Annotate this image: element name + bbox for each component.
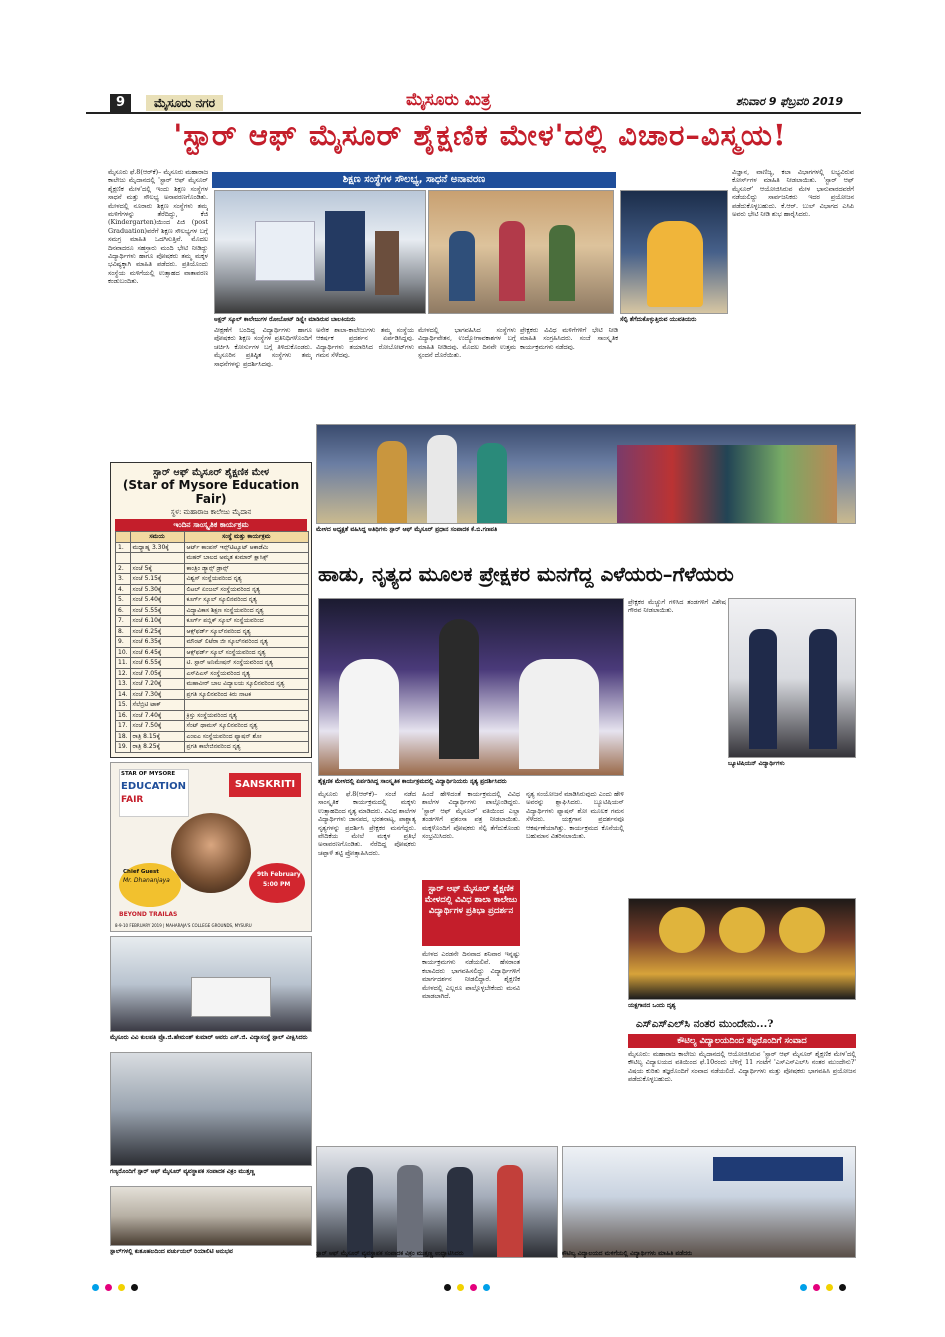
- robot-display-photo: [214, 190, 426, 314]
- registration-dots-center: [444, 1284, 490, 1291]
- program-cell-n: 4.: [116, 584, 131, 595]
- poster-footer: 8-9-10 FEBRUARY 2019 | MAHARAJA'S COLLEGE GROUNDS, MYSURU: [115, 923, 252, 928]
- program-band: ಇಂದಿನ ಸಾಂಸ್ಕೃತಿಕ ಕಾರ್ಯಕ್ರಮ: [115, 519, 307, 531]
- yakshagana-photo: [628, 898, 856, 1000]
- dance-article-col3: ಮೇಳದ ಎರಡನೇ ದಿನವಾದ ಶನಿವಾರ ಇನ್ನಷ್ಟು ಕಾರ್ಯಕ್ರಮಗಳು ನಡೆಯಲಿವೆ. ಹೆಸರಾಂತ ಕಲಾವಿದರು ಭಾಗವಹಿಸಲಿದ್ದು ವಿದ್ಯಾರ್ಥಿಗಳಿಗೆ ಮಾರ್ಗದರ್ಶನ ನೀಡಲಿದ್ದಾರೆ. ಶೈಕ್ಷಣಿಕ ಮೇಳದಲ್ಲಿ ಎಲ್ಲರೂ ಪಾಲ್ಗೊಳ್ಳಬೇಕೆಂದು ಮನವಿ ಮಾಡಲಾಗಿದೆ.: [422, 950, 520, 1001]
- registration-dots-left: [92, 1284, 138, 1291]
- program-cell-event: ಮಹಾವೀರ್ ಬಾಲ ವಿದ್ಯಾಲಯ ಸ್ಕೂಲಿನವರಿಂದ ನೃತ್ಯ: [184, 679, 308, 690]
- program-cell-n: 3.: [116, 574, 131, 585]
- program-cell-event: [184, 700, 308, 711]
- poster-time: 5:00 PM: [263, 881, 291, 888]
- caption-yakshagana: ಯಕ್ಷಗಾನದ ಒಂದು ದೃಶ್ಯ: [628, 1002, 676, 1009]
- caption-stage: ಮೇಳದ ಅಧ್ಯಕ್ಷತೆ ವಹಿಸಿದ್ದ ಅತಿಥಿಗಳು ಸ್ಟಾರ್ ಆಫ್ ಮೈಸೂರ್ ಪ್ರಧಾನ ಸಂಪಾದಕ ಕೆ.ಬಿ.ಗಣಪತಿ: [316, 526, 498, 533]
- program-row: [116, 710, 309, 721]
- program-cell-n: 6.: [116, 605, 131, 616]
- program-cell-time: ಸಂಜೆ 5ಕ್ಕೆ: [130, 563, 184, 574]
- program-cell-time: ಸಂಜೆ 6.35ಕ್ಕೆ: [130, 637, 184, 648]
- program-cell-event: ಎಂಐಎ ಸಂಸ್ಥೆಯವರಿಂದ ಫ್ಯಾಷನ್ ಶೋ: [184, 731, 308, 742]
- program-cell-time: ಸಂಜೆ 6.10ಕ್ಕೆ: [130, 616, 184, 627]
- stall-photo: [562, 1146, 856, 1258]
- program-cell-n: 13.: [116, 679, 131, 690]
- article-column-4: ಮೇಳದಲ್ಲಿ ಭಾಗವಹಿಸಿದ ಸಂಸ್ಥೆಗಳು ವಿದ್ಯಾರ್ಥಿವೇತನ, ಉದ್ಯೋಗಾವಕಾಶಗಳ ಬಗ್ಗೆ ಮಾಹಿತಿ ನೀಡಿದವು. ಮೊದಲ ದಿನವೇ ಉತ್ತಮ ಸ್ಪಂದನೆ ದೊರೆಯಿತು.: [418, 326, 516, 360]
- program-row: [116, 721, 309, 732]
- program-cell-n: 14.: [116, 689, 131, 700]
- dance-article-col1: ಮೈಸೂರು ಫೆ.8(ಆರ್‌ಕೆ)– ಸಂಜೆ ನಡೆದ ಸಾಂಸ್ಕೃತಿಕ ಕಾರ್ಯಕ್ರಮದಲ್ಲಿ ಮಕ್ಕಳು ಉತ್ಸಾಹದಿಂದ ನೃತ್ಯ ಮಾಡಿದರು. ವಿವಿಧ ಶಾಲೆಗಳ ವಿದ್ಯಾರ್ಥಿಗಳು ಜಾನಪದ, ಭರತನಾಟ್ಯ, ಪಾಶ್ಚಾತ್ಯ ನೃತ್ಯಗಳನ್ನು ಪ್ರದರ್ಶಿಸಿ ಪ್ರೇಕ್ಷಕರ ಮನಗೆದ್ದರು. ವೇದಿಕೆಯ ಮೇಲೆ ಮಕ್ಕಳ ಪ್ರತಿಭೆ ಅನಾವರಣಗೊಂಡಿತು. ನೆರೆದಿದ್ದ ಪೋಷಕರು ಚಪ್ಪಾಳೆ ತಟ್ಟಿ ಪ್ರೋತ್ಸಾಹಿಸಿದರು.: [318, 790, 416, 857]
- program-cell-event: ಪ್ರಗತಿ ಕಾಲೇಜಿನವರಿಂದ ನೃತ್ಯ: [184, 742, 308, 753]
- program-row: [116, 637, 309, 648]
- caption-lamp: ಸ್ಟಾರ್ ಆಫ್ ಮೈಸೂರ್ ವ್ಯವಸ್ಥಾಪಕ ಸಂಪಾದಕ ವಿಕ್ರಂ ಮುತ್ತಣ್ಣ ಉದ್ಘಾಟಿಸಿದರು: [316, 1250, 464, 1257]
- caption-dance: ಶೈಕ್ಷಣಿಕ ಮೇಳದಲ್ಲಿ ಏರ್ಪಡಿಸಿದ್ದ ಸಾಂಸ್ಕೃತಿಕ ಕಾರ್ಯಕ್ರಮದಲ್ಲಿ ವಿದ್ಯಾರ್ಥಿನಿಯರು ನೃತ್ಯ ಪ್ರದರ್ಶಿಸಿದರು: [318, 778, 507, 785]
- program-cell-time: ಸಂಜೆ 7.40ಕ್ಕೆ: [130, 710, 184, 721]
- program-cell-time: ಸಂಜೆ 7.05ಕ್ಕೆ: [130, 668, 184, 679]
- sslc-headline: ಎಸ್‌ಎಸ್‌ಎಲ್‌ಸಿ ನಂತರ ಮುಂದೇನು...?: [636, 1018, 774, 1030]
- program-cell-n: 8.: [116, 626, 131, 637]
- registration-dots-right: [800, 1284, 846, 1291]
- program-cell-event: ಕ್ರಿಸ್ತು ಸಂಸ್ಥೆಯವರಿಂದ ನೃತ್ಯ: [184, 710, 308, 721]
- program-cell-time: ರಾತ್ರಿ 8.25ಕ್ಕೆ: [130, 742, 184, 753]
- program-cell-n: 7.: [116, 616, 131, 627]
- program-row: [116, 605, 309, 616]
- poster-logo-big: EDUCATION: [121, 781, 186, 792]
- program-row: [116, 679, 309, 690]
- mascot-selfie-photo: [620, 190, 728, 314]
- article-column-3: ಅನೇಕ ಶಾಲಾ-ಕಾಲೇಜುಗಳು ತಮ್ಮ ಸಂಸ್ಥೆಯ ಆಕರ್ಷಕ ಪ್ರದರ್ಶನ ಏರ್ಪಡಿಸಿದ್ದವು. ವಿದ್ಯಾರ್ಥಿಗಳು ತಯಾರಿಸಿದ ರೋಬೋಟ್‌ಗಳು ಗಮನ ಸೆಳೆದವು.: [316, 326, 414, 360]
- program-cell-n: 15.: [116, 700, 131, 711]
- newspaper-page: [86, 84, 861, 1262]
- program-cell-event: ಸೆಂಟ್ ಥಾಮಸ್ ಸ್ಕೂಲಿನವರಿಂದ ನೃತ್ಯ: [184, 721, 308, 732]
- program-cell-time: ಸೆಲೆಬ್ರಿಟಿ ಟಾಕ್: [130, 700, 184, 711]
- program-cell-n: 5.: [116, 595, 131, 606]
- caption-cabin: ಬ್ಯೂಟಿಷಿಯನ್ ವಿದ್ಯಾರ್ಥಿಗಳು: [728, 760, 785, 767]
- program-cell-time: ಸಂಜೆ 7.50ಕ್ಕೆ: [130, 721, 184, 732]
- photo-band-title: ಶಿಕ್ಷಣ ಸಂಸ್ಥೆಗಳ ಸೌಲಭ್ಯ, ಸಾಧನೆ ಅನಾವರಣ: [212, 172, 616, 188]
- program-subtitle: (Star of Mysore Education Fair): [122, 478, 300, 506]
- program-cell-n: 18.: [116, 731, 131, 742]
- article-column-5: ಪ್ರೇಕ್ಷಕರು ವಿವಿಧ ಮಳಿಗೆಗಳಿಗೆ ಭೇಟಿ ನೀಡಿ ಮಾಹಿತಿ ಸಂಗ್ರಹಿಸಿದರು. ಸಂಜೆ ಸಾಂಸ್ಕೃತಿಕ ಕಾರ್ಯಕ್ರಮಗಳು ನಡೆದವು.: [520, 326, 618, 351]
- poster-guest-label: Chief Guest: [123, 869, 159, 875]
- program-cell-n: [116, 553, 131, 564]
- second-headline: ಹಾಡು, ನೃತ್ಯದ ಮೂಲಕ ಪ್ರೇಕ್ಷಕರ ಮನಗೆದ್ದ ಎಳೆಯರು–ಗೆಳೆಯರು: [318, 562, 734, 586]
- program-cell-time: ಸಂಜೆ 6.25ಕ್ಕೆ: [130, 626, 184, 637]
- masthead: ಮೈಸೂರು ಮಿತ್ರ: [406, 90, 491, 110]
- program-cell-event: ಎಸ್‌ಪಿಎಸ್ ಸಂಸ್ಥೆಯವರಿಂದ ನೃತ್ಯ: [184, 668, 308, 679]
- caption-exhibit: ಗಣ್ಯರೊಂದಿಗೆ ಸ್ಟಾರ್ ಆಫ್ ಮೈಸೂರ್ ವ್ಯವಸ್ಥಾಪಕ ಸಂಪಾದಕ ವಿಕ್ರಂ ಮುತ್ತಣ್ಣ: [110, 1168, 255, 1175]
- caption-robot: ಅಕ್ಷರ್ ಸ್ಕೂಲ್ ಕಾಲೇಜುಗಳ ರೋಬೋಟ್ ಡಿಸ್ಪ್ಲೇ ಮಾಡಿರುವ ಬಾಲಕಿಯರು: [214, 316, 356, 323]
- poster-date: 9th February: [257, 871, 301, 878]
- program-cell-time: [130, 553, 184, 564]
- issue-date: ಶನಿವಾರ 9 ಫೆಬ್ರವರಿ 2019: [736, 95, 843, 108]
- program-cell-time: ಸಂಜೆ 5.30ಕ್ಕೆ: [130, 584, 184, 595]
- program-row: [116, 668, 309, 679]
- program-cell-event: ಟಿ. ಸ್ಟಾರ್ ಅನಿಮೇಷನ್ ಸಂಸ್ಥೆಯವರಿಂದ ನೃತ್ಯ: [184, 658, 308, 669]
- page-number: 9: [110, 94, 131, 112]
- students-telescope-photo: [428, 190, 614, 314]
- program-cell-n: 12.: [116, 668, 131, 679]
- program-row: [116, 574, 309, 585]
- program-cell-event: ವಿಶ್ವಸ್ ಸಂಸ್ಥೆಯವರಿಂದ ನೃತ್ಯ: [184, 574, 308, 585]
- caption-model: ಮೈಸೂರು ವಿವಿ ಕುಲಪತಿ ಪ್ರೊ.ಜಿ.ಹೇಮಂತ್ ಕುಮಾರ್ ಅವರು ಎಸ್.ಜಿ. ವಿದ್ಯಾಸಂಸ್ಥೆ ಸ್ಟಾಲ್ ವೀಕ್ಷಿಸಿದರು: [110, 1034, 308, 1041]
- program-row: [116, 700, 309, 711]
- vr-photo: [110, 1186, 312, 1246]
- sslc-subhead: ಕೌಟಿಲ್ಯ ವಿದ್ಯಾಲಯದಿಂದ ತಜ್ಞರೊಂದಿಗೆ ಸಂವಾದ: [628, 1034, 856, 1048]
- poster-logo-fair: FAIR: [121, 795, 144, 805]
- program-row: [116, 542, 309, 553]
- dance-article-col4: ನೃತ್ಯ ಸಂಯೋಜನೆ ಮಾಡಿಸಿರುವುದು ಎಂದು ಹೇಳಿ ಅವರನ್ನು ಶ್ಲಾಘಿಸಿದರು. ಬ್ಯೂಟಿಷಿಯನ್ ವಿದ್ಯಾರ್ಥಿಗಳು ಫ್ಯಾಷನ್ ಶೋ ಮೂಲಕ ಗಮನ ಸೆಳೆದರು. ಯಕ್ಷಗಾನ ಪ್ರದರ್ಶನವೂ ಆಕರ್ಷಣೆಯಾಗಿತ್ತು. ಕಾರ್ಯಕ್ರಮದ ಕೊನೆಯಲ್ಲಿ ಬಹುಮಾನ ವಿತರಿಸಲಾಯಿತು.: [526, 790, 624, 841]
- program-row: [116, 626, 309, 637]
- program-cell-n: 19.: [116, 742, 131, 753]
- col-time-header: ಸಮಯ: [130, 532, 184, 543]
- sslc-article: ಮೈಸೂರು: ಮಹಾರಾಜ ಕಾಲೇಜು ಮೈದಾನದಲ್ಲಿ ಆಯೋಜಿಸಿರುವ 'ಸ್ಟಾರ್ ಆಫ್ ಮೈಸೂರ್ ಶೈಕ್ಷಣಿಕ ಮೇಳ'ದಲ್ಲಿ ಕೌಟಿಲ್ಯ ವಿದ್ಯಾಲಯದ ವತಿಯಿಂದ ಫೆ.10ರಂದು ಬೆಳಿಗ್ಗೆ 11 ಗಂಟೆಗೆ 'ಎಸ್‌ಎಸ್‌ಎಲ್‌ಸಿ ನಂತರ ಮುಂದೇನು?' ವಿಷಯ ಕುರಿತು ತಜ್ಞರೊಂದಿಗೆ ಸಂವಾದ ನಡೆಯಲಿದೆ. ವಿದ್ಯಾರ್ಥಿಗಳು ಮತ್ತು ಪೋಷಕರು ಭಾಗವಹಿಸಿ ಪ್ರಯೋಜನ ಪಡೆದುಕೊಳ್ಳಬಹುದು.: [628, 1050, 856, 1084]
- program-cell-time: ಸಂಜೆ 5.40ಕ್ಕೆ: [130, 595, 184, 606]
- program-cell-n: 17.: [116, 721, 131, 732]
- program-venue: ಸ್ಥಳ: ಮಹಾರಾಜ ಕಾಲೇಜು ಮೈದಾನ: [170, 508, 252, 516]
- event-poster: [110, 762, 312, 932]
- program-row: [116, 616, 309, 627]
- col-event-header: ಸಂಸ್ಥೆ ಮತ್ತು ಕಾರ್ಯಕ್ರಮ: [184, 532, 308, 543]
- dance-article-col5: ಪ್ರೇಕ್ಷಕರ ಮೆಚ್ಚುಗೆ ಗಳಿಸಿದ ತಂಡಗಳಿಗೆ ವಿಶೇಷ ಗೌರವ ನೀಡಲಾಯಿತು.: [628, 598, 726, 615]
- program-title: ಸ್ಟಾರ್ ಆಫ್ ಮೈಸೂರ್ ಶೈಕ್ಷಣಿಕ ಮೇಳ: [152, 467, 270, 478]
- caption-vr: ಸ್ಟಾಲ್‌ಗಳಲ್ಲಿ ಕುತೂಹಲದಿಂದ ವರ್ಚುಯಲ್ ರಿಯಾಲಿಟಿ ಅನುಭವ: [110, 1248, 233, 1255]
- program-row: [116, 584, 309, 595]
- guest-portrait: [171, 813, 251, 893]
- program-cell-time: ಸಂಜೆ 5.15ಕ್ಕೆ: [130, 574, 184, 585]
- mid-subhead: ಸ್ಟಾರ್ ಆಫ್ ಮೈಸೂರ್ ಶೈಕ್ಷಣಿಕ ಮೇಳದಲ್ಲಿ ವಿವಿಧ ಶಾಲಾ ಕಾಲೇಜು ವಿದ್ಯಾರ್ಥಿಗಳ ಪ್ರತಿಭಾ ಪ್ರದರ್ಶನ: [422, 880, 520, 946]
- program-cell-event: ಕಾಂತ್ರಿಂ ಡ್ಯಾನ್ಸ್ ಡ್ರಾನ್ಸ್: [184, 563, 308, 574]
- article-column-1: ಮೈಸೂರು ಫೆ.8(ಆರ್‌ಕೆ)– ಮೈಸೂರು ಮಹಾರಾಜ ಕಾಲೇಜು ಮೈದಾನದಲ್ಲಿ 'ಸ್ಟಾರ್ ಆಫ್ ಮೈಸೂರ್ ಶೈಕ್ಷಣಿಕ ಮೇಳ'ದಲ್ಲಿ ಇಂದು ಶಿಕ್ಷಣ ಸಂಸ್ಥೆಗಳ ಸಾಧನೆ ಮತ್ತು ಸೌಲಭ್ಯ ಅನಾವರಣಗೊಂಡಿತು. ಮೇಳದಲ್ಲಿ ನೂರಾರು ಶಿಕ್ಷಣ ಸಂಸ್ಥೆಗಳು ತಮ್ಮ ಮಳಿಗೆಗಳನ್ನು ತೆರೆದಿದ್ದು, ಕೆಜಿ (Kindergarten)ಯಿಂದ ಪಿಜಿ (post Graduation)ವರೆಗೆ ಶಿಕ್ಷಣ ಸೌಲಭ್ಯಗಳ ಬಗ್ಗೆ ಸಮಗ್ರ ಮಾಹಿತಿ ಒದಗಿಸುತ್ತಿವೆ. ಮೊದಲ ದಿನವಾದರೂ ಸಹಸ್ರಾರು ಮಂದಿ ಭೇಟಿ ನೀಡಿದ್ದು ವಿದ್ಯಾರ್ಥಿಗಳು ಹಾಗೂ ಪೋಷಕರು ತಮ್ಮ ಮಕ್ಕಳ ಭವಿಷ್ಯಕ್ಕಾಗಿ ಮಾಹಿತಿ ಪಡೆದರು. ಪ್ರತಿಯೊಂದು ಸಂಸ್ಥೆಯ ಮಳಿಗೆಯಲ್ಲಿ ಉತ್ಸಾಹದ ವಾತಾವರಣ ಕಂಡುಬಂದಿತು.: [108, 168, 208, 286]
- program-row: [116, 731, 309, 742]
- program-row: [116, 689, 309, 700]
- program-cell-n: 10.: [116, 647, 131, 658]
- program-row: [116, 647, 309, 658]
- program-cell-event: ಆಕ್ಸ್‌ಫರ್ಡ್ ಸ್ಕೂಲ್ ಸಂಸ್ಥೆಯವರಿಂದ ನೃತ್ಯ: [184, 647, 308, 658]
- article-column-2: ವೀಕ್ಷಣೆಗೆ ಬಂದಿದ್ದ ವಿದ್ಯಾರ್ಥಿಗಳು ಹಾಗೂ ಪೋಷಕರು ಶಿಕ್ಷಣ ಸಂಸ್ಥೆಗಳ ಪ್ರತಿನಿಧಿಗಳೊಂದಿಗೆ ಚರ್ಚಿಸಿ ಕೋರ್ಸುಗಳ ಬಗ್ಗೆ ತಿಳಿದುಕೊಂಡರು. ಮೈಸೂರಿನ ಪ್ರತಿಷ್ಠಿತ ಸಂಸ್ಥೆಗಳು ತಮ್ಮ ಸಾಧನೆಗಳನ್ನು ಪ್ರದರ್ಶಿಸಿದವು.: [214, 326, 312, 368]
- program-cell-n: 9.: [116, 637, 131, 648]
- poster-beyond: BEYOND TRAILAS: [119, 911, 178, 918]
- program-cell-n: 2.: [116, 563, 131, 574]
- section-name: ಮೈಸೂರು ನಗರ: [146, 95, 223, 111]
- dance-article-col2: ಹಿಂದೆ ಹೇಳಿದಂತೆ ಕಾರ್ಯಕ್ರಮದಲ್ಲಿ ವಿವಿಧ ಶಾಲೆಗಳ ವಿದ್ಯಾರ್ಥಿಗಳು ಪಾಲ್ಗೊಂಡಿದ್ದರು. 'ಸ್ಟಾರ್ ಆಫ್ ಮೈಸೂರ್' ವತಿಯಿಂದ ಎಲ್ಲಾ ತಂಡಗಳಿಗೆ ಪ್ರಶಂಸಾ ಪತ್ರ ನೀಡಲಾಯಿತು. ಮಕ್ಕಳೊಂದಿಗೆ ಪೋಷಕರು ಸೆಲ್ಫಿ ತೆಗೆದುಕೊಂಡು ಸಂಭ್ರಮಿಸಿದರು.: [422, 790, 520, 841]
- program-cell-event: ವಿದ್ಯಾವಿಕಾಸ ಶಿಕ್ಷಣ ಸಂಸ್ಥೆಯವರಿಂದ ನೃತ್ಯ: [184, 605, 308, 616]
- program-cell-event: ಪ್ರಗತಿ ಸ್ಕೂಲಿನವರಿಂದ ಕಿರು ನಾಟಕ: [184, 689, 308, 700]
- program-cell-event: ಮಹರ್ ಬಾಲದ ಅಮೃತ ಕುಮಾರ್ ಕ್ಲಾಸಿಕ್ಸ್: [184, 553, 308, 564]
- poster-guest-name: Mr. Dhananjaya: [123, 877, 170, 884]
- dance-photo: [318, 598, 624, 776]
- program-box: [110, 462, 312, 758]
- lamp-lighting-photo: [316, 1146, 558, 1258]
- vc-model-photo: [110, 936, 312, 1032]
- program-row: [116, 595, 309, 606]
- program-cell-time: ಮಧ್ಯಾಹ್ನ 3.30ಕ್ಕೆ: [130, 542, 184, 553]
- article-column-6: ವಿಜ್ಞಾನ, ವಾಣಿಜ್ಯ, ಕಲಾ ವಿಭಾಗಗಳಲ್ಲಿ ಲಭ್ಯವಿರುವ ಕೋರ್ಸ್‌ಗಳ ಮಾಹಿತಿ ನೀಡಲಾಯಿತು. 'ಸ್ಟಾರ್ ಆಫ್ ಮೈಸೂರ್' ಆಯೋಜಿಸಿರುವ ಮೇಳ ಭಾನುವಾರದವರೆಗೆ ನಡೆಯಲಿದ್ದು ಸಾರ್ವಜನಿಕರು ಇದರ ಪ್ರಯೋಜನ ಪಡೆದುಕೊಳ್ಳಬಹುದು. ಕೆ.ಆರ್. ಬುಲ್ ವಿಭಾಗದ ಎಸಿಪಿ ಅವರು ಭೇಟಿ ನೀಡಿ ಶುಭ ಹಾರೈಸಿದರು.: [732, 168, 854, 219]
- caption-mascot: ಸೆಲ್ಫಿ ತೆಗೆದುಕೊಳ್ಳುತ್ತಿರುವ ಯುವತಿಯರು: [620, 316, 697, 323]
- program-cell-event: ಲಿಟಲ್ ಏಂಜಲ್ ಸಂಸ್ಥೆಯವರಿಂದ ನೃತ್ಯ: [184, 584, 308, 595]
- program-row: [116, 553, 309, 564]
- page-header: [86, 92, 861, 114]
- program-cell-n: 16.: [116, 710, 131, 721]
- program-cell-event: ಕೂರ್ಗ್ ಸ್ಕೂಲ್ ಸ್ಕೂಲಿನವರಿಂದ ನೃತ್ಯ: [184, 595, 308, 606]
- program-cell-time: ಸಂಜೆ 6.55ಕ್ಕೆ: [130, 658, 184, 669]
- program-cell-event: ಆಕ್ಸ್‌ಫರ್ಡ್ ಸ್ಕೂಲ್‌ನವರಿಂದ ನೃತ್ಯ: [184, 626, 308, 637]
- program-cell-time: ರಾತ್ರಿ 8.15ಕ್ಕೆ: [130, 731, 184, 742]
- exhibit-photo: [110, 1052, 312, 1166]
- program-cell-time: ಸಂಜೆ 7.20ಕ್ಕೆ: [130, 679, 184, 690]
- program-cell-time: ಸಂಜೆ 5.55ಕ್ಕೆ: [130, 605, 184, 616]
- caption-stall: ಕೌಟಿಲ್ಯ ವಿದ್ಯಾಲಯದ ಮಳಿಗೆಯಲ್ಲಿ ವಿದ್ಯಾರ್ಥಿಗಳು ಮಾಹಿತಿ ಪಡೆದರು: [562, 1250, 693, 1257]
- program-row: [116, 658, 309, 669]
- cabin-crew-photo: [728, 598, 856, 758]
- program-cell-time: ಸಂಜೆ 6.45ಕ್ಕೆ: [130, 647, 184, 658]
- main-headline: 'ಸ್ಟಾರ್ ಆಫ್ ಮೈಸೂರ್ ಶೈಕ್ಷಣಿಕ ಮೇಳ'ದಲ್ಲಿ ವಿಚಾರ–ವಿಸ್ಮಯ!: [173, 118, 787, 152]
- program-cell-time: ಸಂಜೆ 7.30ಕ್ಕೆ: [130, 689, 184, 700]
- program-cell-n: 1.: [116, 542, 131, 553]
- poster-logo-top: STAR OF MYSORE: [121, 771, 176, 777]
- program-row: [116, 563, 309, 574]
- stage-photo: [316, 424, 856, 524]
- program-cell-event: ಆರ್ಟ್ ಕಾಂಪಸ್ ಇನ್ಸ್‌ಟಿಟ್ಯೂಟ್ ಆಕಾಡೆಮಿ: [184, 542, 308, 553]
- program-table: [115, 531, 309, 753]
- program-row: [116, 742, 309, 753]
- program-cell-event: ಮೌಂಟ್ ಲಿಟೆರಾ ಜೀ ಸ್ಕೂಲ್‌ನವರಿಂದ ನೃತ್ಯ: [184, 637, 308, 648]
- program-cell-event: ಕೂರ್ಗ್ ಪಬ್ಲಿಕ್ ಸ್ಕೂಲ್ ಸಂಸ್ಥೆಯವರಿಂದ: [184, 616, 308, 627]
- poster-brand: SANSKRITI: [229, 773, 301, 797]
- program-cell-n: 11.: [116, 658, 131, 669]
